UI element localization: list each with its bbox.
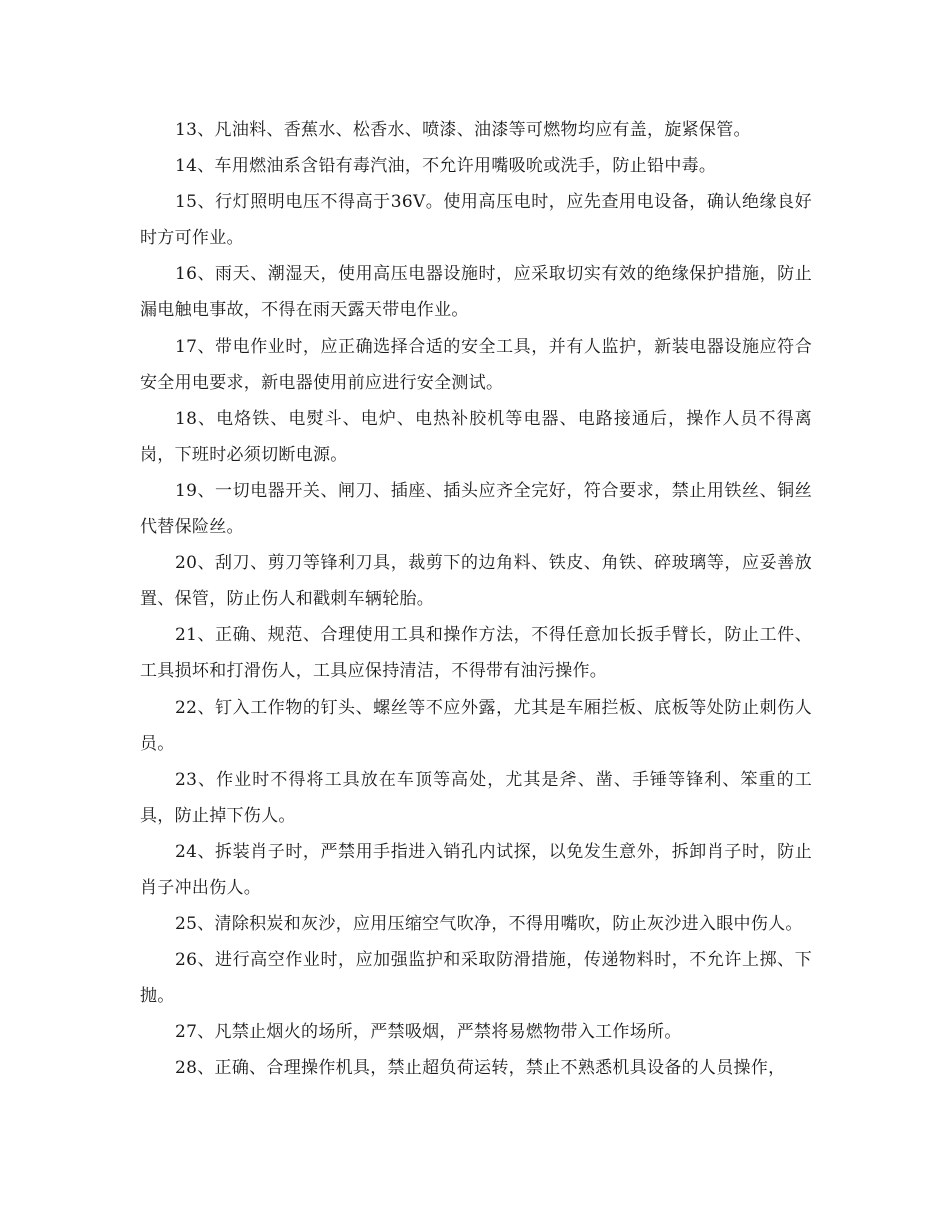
paragraph-20: 20、刮刀、剪刀等锋利刀具，裁剪下的边角料、铁皮、角铁、碎玻璃等，应妥善放置、保管，防止伤人和戳刺车辆轮胎。 — [140, 553, 812, 610]
paragraph-28: 28、正确、合理操作机具，禁止超负荷运转，禁止不熟悉机具设备的人员操作， — [175, 1058, 786, 1079]
document-body — [140, 112, 812, 1087]
paragraph-23: 23、作业时不得将工具放在车顶等高处，尤其是斧、凿、手锤等锋利、笨重的工具，防止掉下伤人。 — [140, 769, 812, 826]
paragraph-15: 15、行灯照明电压不得高于36V。使用高压电时，应先查用电设备，确认绝缘良好时方可作业。 — [140, 192, 812, 249]
paragraph-17: 17、带电作业时，应正确选择合适的安全工具，并有人监护，新装电器设施应符合安全用电要求，新电器使用前应进行安全测试。 — [140, 336, 812, 393]
paragraph-14: 14、车用燃油系含铅有毒汽油，不允许用嘴吸吮或洗手，防止铅中毒。 — [175, 156, 717, 177]
paragraph-27: 27、凡禁止烟火的场所，严禁吸烟，严禁将易燃物带入工作场所。 — [175, 1022, 682, 1043]
paragraph-25: 25、清除积炭和灰沙，应用压缩空气吹净，不得用嘴吹，防止灰沙进入眼中伤人。 — [175, 914, 803, 935]
paragraph-21: 21、正确、规范、合理使用工具和操作方法，不得任意加长扳手臂长，防止工件、工具损坏和打滑伤人，工具应保持清洁，不得带有油污操作。 — [140, 625, 812, 682]
paragraph-19: 19、一切电器开关、闸刀、插座、插头应齐全完好，符合要求，禁止用铁丝、铜丝代替保险丝。 — [140, 480, 812, 538]
paragraph-26: 26、进行高空作业时，应加强监护和采取防滑措施，传递物料时，不允许上掷、下抛。 — [140, 950, 812, 1007]
paragraph-22: 22、钉入工作物的钉头、螺丝等不应外露，尤其是车厢拦板、底板等处防止刺伤人员。 — [140, 697, 812, 754]
paragraph-16: 16、雨天、潮湿天，使用高压电器设施时，应采取切实有效的绝缘保护措施，防止漏电触电事故，不得在雨天露天带电作业。 — [140, 264, 812, 321]
paragraph-13: 13、凡油料、香蕉水、松香水、喷漆、油漆等可燃物均应有盖，旋紧保管。 — [175, 120, 751, 140]
paragraph-18: 18、电烙铁、电熨斗、电炉、电热补胶机等电器、电路接通后，操作人员不得离岗，下班时必须切断电源。 — [140, 408, 812, 465]
paragraph-24: 24、拆装肖子时，严禁用手指进入销孔内试探，以免发生意外，拆卸肖子时，防止肖子冲出伤人。 — [140, 841, 812, 898]
